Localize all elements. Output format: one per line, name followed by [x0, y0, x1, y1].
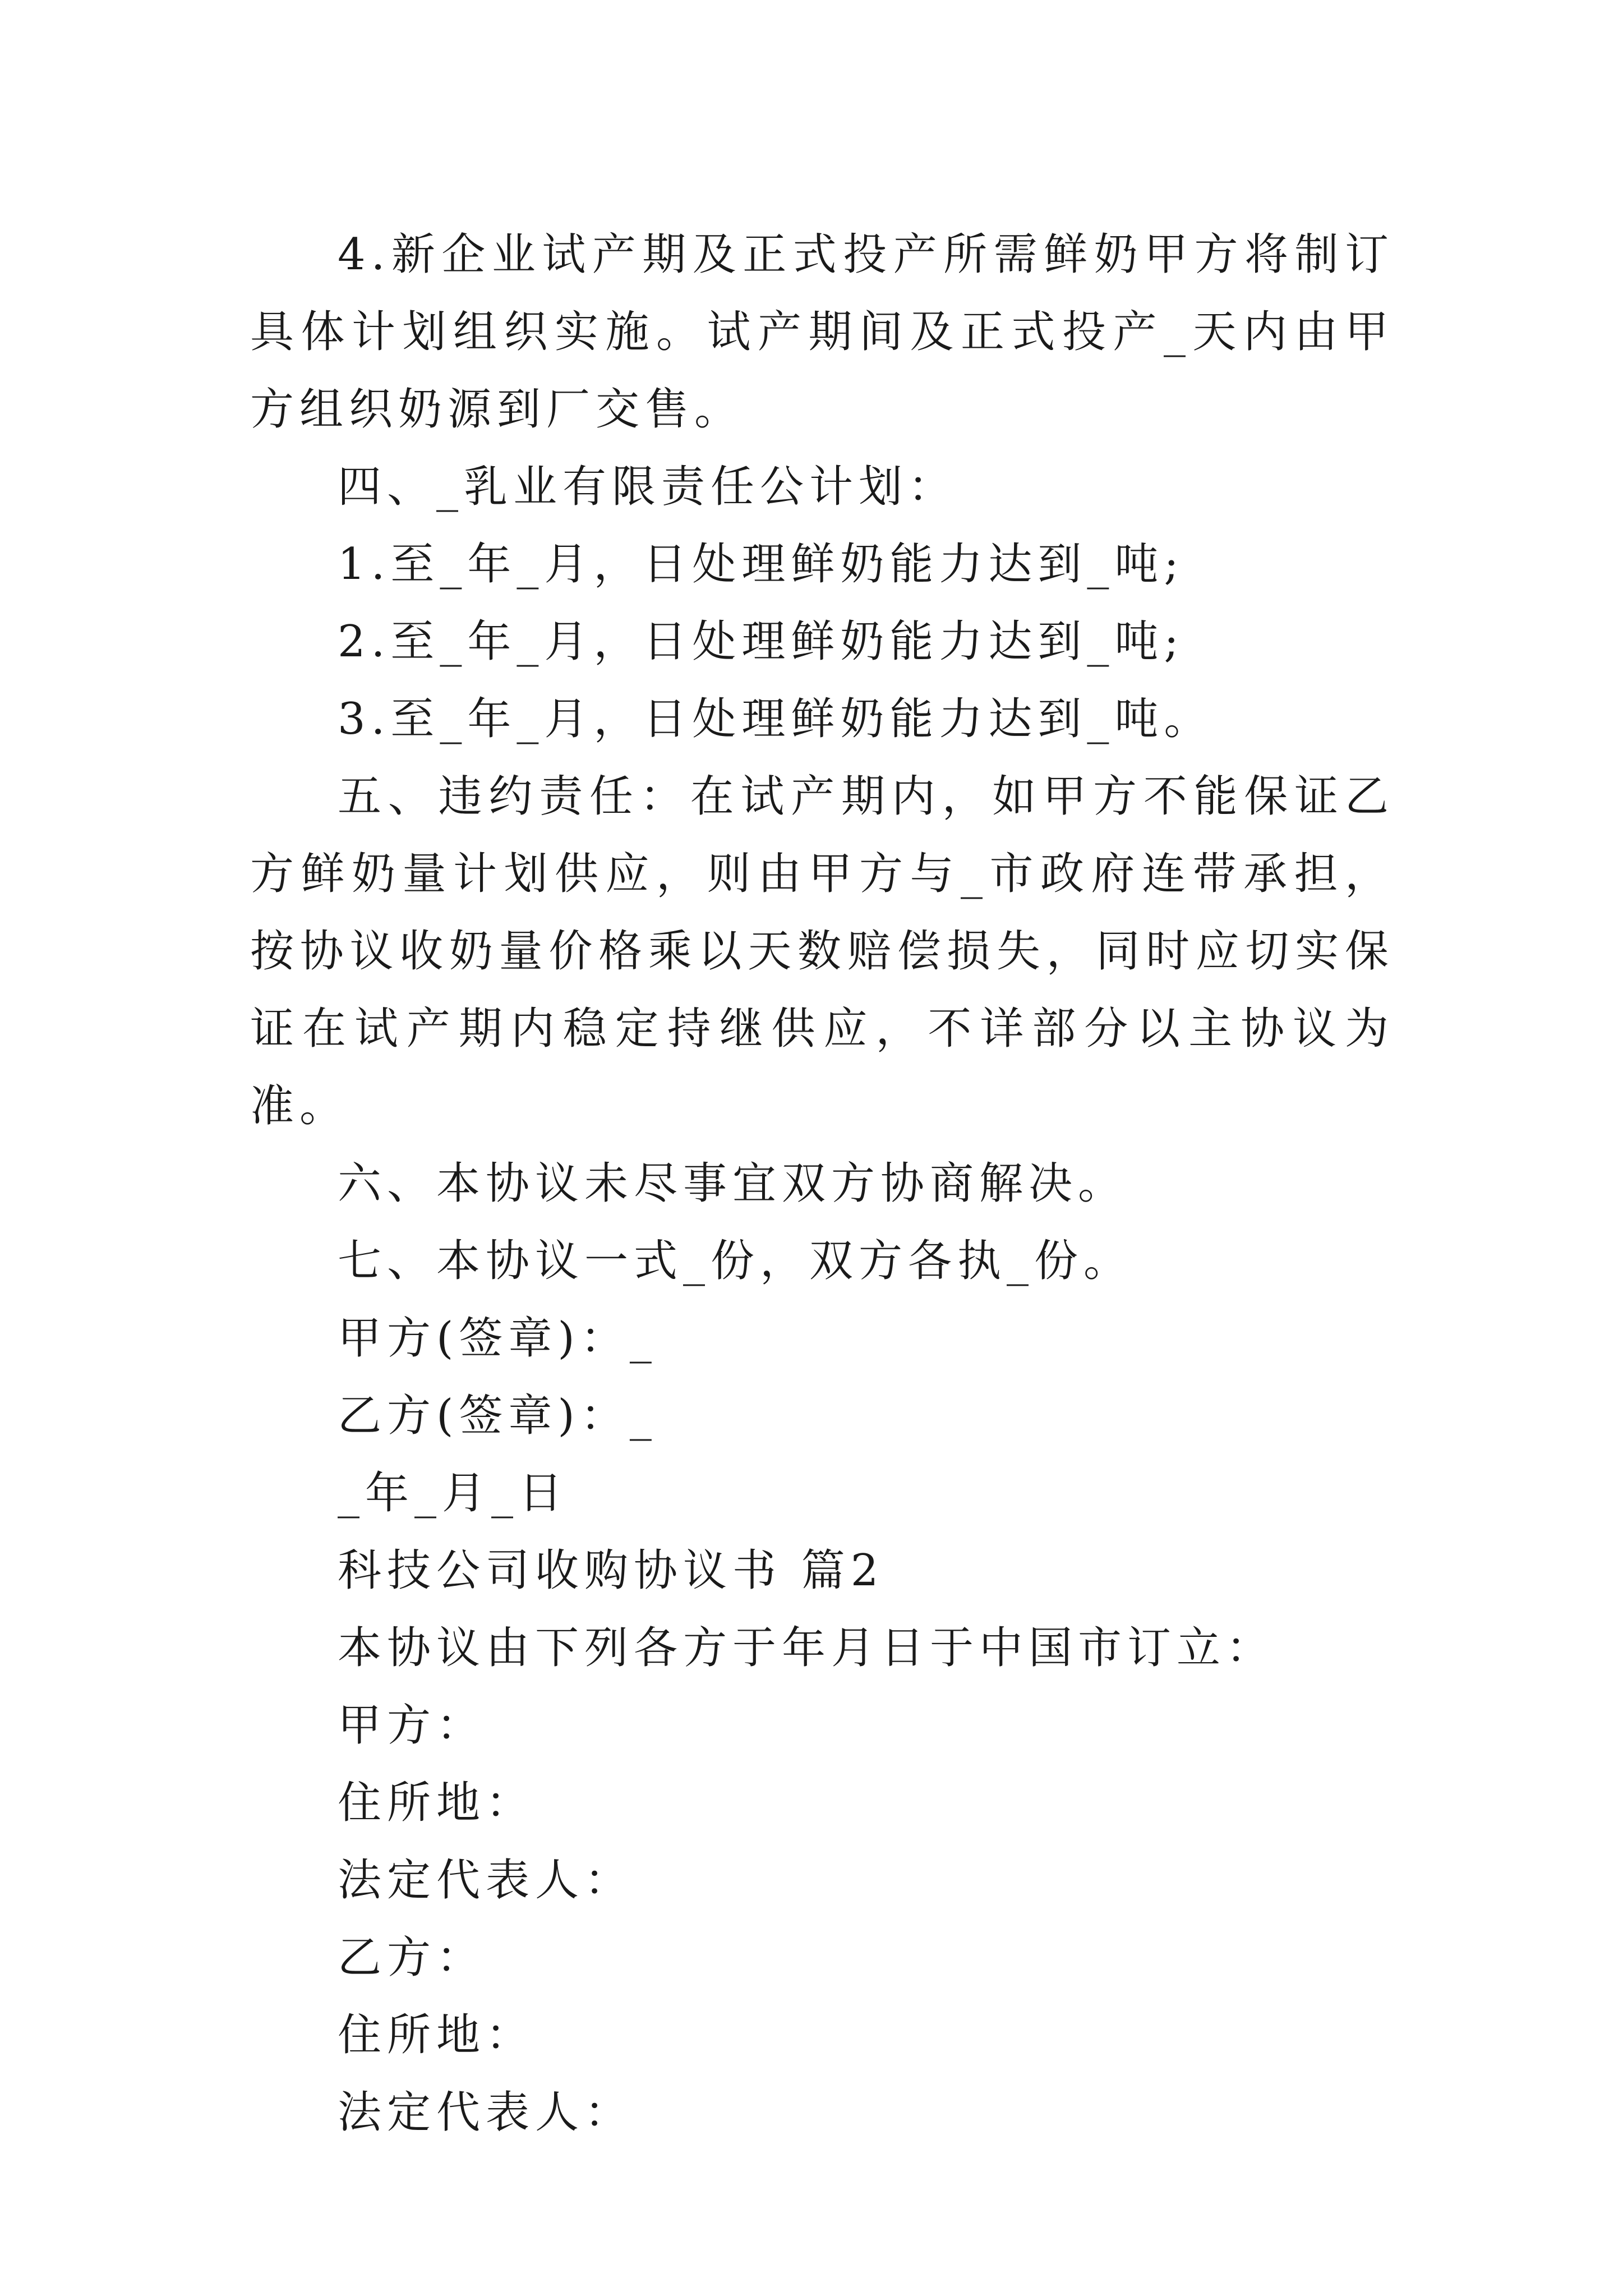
party-b-legal-rep-label: 法定代表人： — [338, 2087, 634, 2138]
document-body — [250, 216, 1394, 2151]
party-a-label: 甲方： — [338, 1700, 486, 1751]
section-4-heading: 四、_乳业有限责任公计划： — [338, 462, 958, 512]
party-a-address-label: 住所地： — [338, 1778, 536, 1828]
party-a-legal-rep-label: 法定代表人： — [338, 1855, 634, 1906]
section-6-unresolved-matters: 六、本协议未尽事宜双方协商解决。 — [338, 1158, 1128, 1209]
party-b-address-label: 住所地： — [338, 2010, 536, 2060]
party-b-label: 乙方： — [338, 1932, 486, 1983]
section-5-breach-liability: 五、违约责任：在试产期内，如甲方不能保证乙方鲜奶量计划供应，则由甲方与_市政府连带承担，按协议收奶量价格乘以天数赔偿损失，同时应切实保证在试产期内稳定持继供应，不详部分以主协议为准。 — [250, 771, 1394, 1131]
party-a-signature: 甲方(签章)：_ — [338, 1313, 657, 1364]
plan-item-2: 2.至_年_月，日处理鲜奶能力达到_吨; — [338, 616, 1184, 667]
signing-date: _年_月_日 — [338, 1468, 569, 1519]
section-7-copies: 七、本协议一式_份，双方各执_份。 — [338, 1236, 1133, 1286]
clause-4-fresh-milk-plan: 4.新企业试产期及正式投产所需鲜奶甲方将制订具体计划组织实施。试产期间及正式投产_天内由甲方组织奶源到厂交售。 — [250, 229, 1394, 435]
party-b-signature: 乙方(签章)：_ — [338, 1391, 657, 1441]
agreement-intro: 本协议由下列各方于年月日于中国市订立： — [338, 1623, 1276, 1673]
plan-item-1: 1.至_年_月，日处理鲜奶能力达到_吨; — [338, 539, 1184, 590]
article-2-title: 科技公司收购协议书 篇2 — [338, 1545, 884, 1596]
plan-item-3: 3.至_年_月，日处理鲜奶能力达到_吨。 — [338, 694, 1214, 744]
